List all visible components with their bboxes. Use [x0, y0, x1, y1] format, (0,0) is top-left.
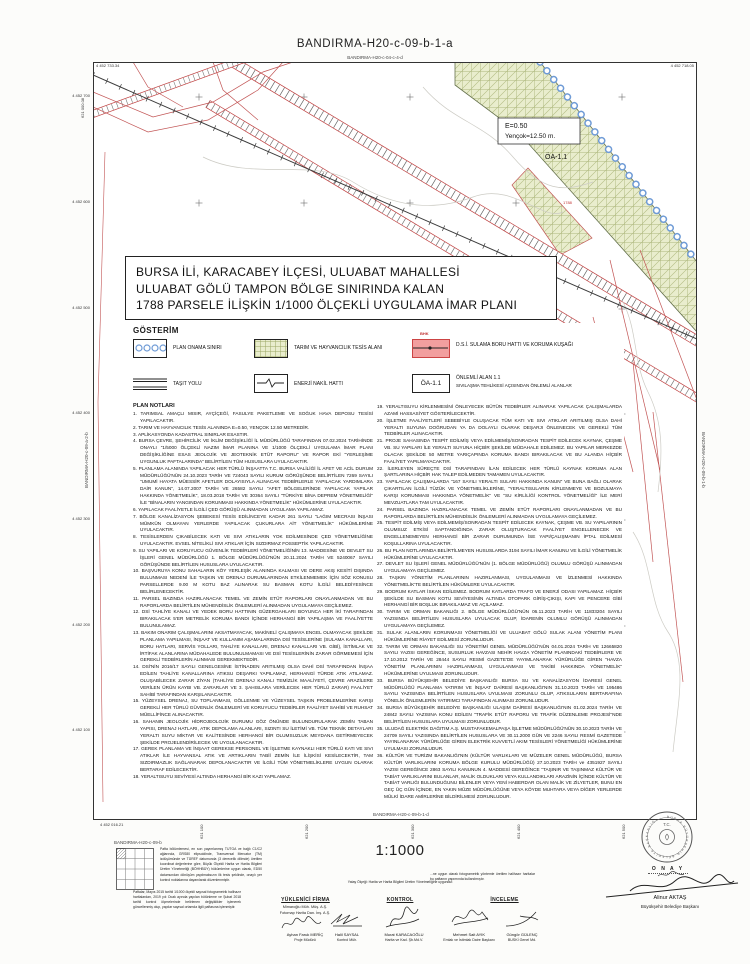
contractor-signer-name: Ayhan Faruk MERİÇ: [286, 932, 324, 937]
review-signature-2: [502, 908, 542, 930]
sheet-title: BANDIRMA-H20-c-09-b-1-a: [296, 38, 454, 50]
legend-symbol-agriculture: [254, 339, 288, 358]
stamp-center-text: T.C.: [663, 822, 671, 827]
plan-note-item: 33. BURSA BÜYÜKŞEHİR BELEDİYE BAŞKANLIĞI BURSA SU VE KANALİZASYON İDARESİ GENEL MÜDÜRLÜĞÜ PLANLAMA YATIRIM VE İNŞAAT DAİRESİ BAŞKANLIĞI'NIN 31.10.2023 TARİH VE 195486 SAYILI YAZISINDA BELİRTİLEN HUSUSLARA UYULMASI ZORUNLU OLUP, ATIKSULARIN BERTARAFINA YÖNELİK ÖNLEMLERİN YATIRIMCI TARAFINDAN ALINMASI ZORUNLUDUR.: [377, 677, 623, 704]
plan-note-item: 28. TAŞKIN YÖNETİM PLANLARININ HAZIRLANMASI, UYGULANMASI VE İZLENMESİ HAKKINDA YÖNETMELİK'TE BELİRTİLEN HÜKÜMLERE UYULACAKTIR.: [377, 575, 623, 587]
left-tick-label: 4 452 500: [72, 305, 90, 310]
plan-note-item: 7. BÖLGE KANALİZASYON ŞEBEKESİ TESİS EDİLİNCEYE KADAR 261 SAYILI "LAĞIM MECRASI İNŞASI MÜMKÜN OLMAYAN YERLERDE YAPILACAK ÇUKURLARA AİT YÖNETMELİK" HÜKÜMLERİNE UYULACAKTIR.: [133, 513, 373, 533]
plan-note-item: 27. DEVLET SU İŞLERİ GENEL MÜDÜRLÜĞÜ'NÜN (1. BÖLGE MÜDÜRLÜĞÜ) OLUMLU GÖRÜŞÜ ALINMADAN UYGULAMAYA GEÇİLEMEZ.: [377, 561, 622, 574]
left-tick-label: 4 452 700: [72, 93, 90, 98]
parcel-number-label: 1788: [563, 200, 572, 205]
plan-note-item: 34. BURSA BÜYÜKŞEHİR BELEDİYE BAŞKANLIĞI ULAŞIM DAİRESİ BAŞKANLIĞI'NIN 01.02.2024 TARİH VE 24842 SAYILI YAZISINA KONU EDİLEN "TRAFİK ETÜT RAPORU VE TRAFİK DÜZENLEME PROJESİ"NDE BELİRTİLEN HUSUSLARA UYULMASI ZORUNLUDUR.: [377, 705, 622, 724]
contractor-heading: YÜKLENİCİ FİRMA: [281, 897, 330, 903]
stamp-emblem: [666, 834, 669, 840]
coord-top-right-northing: 4 452 718.05: [670, 63, 694, 68]
review-signer-2-name: Güngör GÜLENÇ: [506, 932, 538, 937]
index-map-label: BANDIRMA-H20-c-09-b: [114, 840, 162, 845]
revision-note: Paftalar, Mayıs 2015 tarihli 1/1000 ölçekli sayısal fotogrametrik halihazır haritalardan, 2019 yılı Ocak ayında yapılan bütünleme ve Şubat 2018 tarihli kontrol ölçmelerinde belirlenen değişiklikler işlenerek güncellenmiş olup, yapılar sayısal ortamda ilgili paftasına işlenmiştir.: [133, 890, 241, 910]
control-signer-2-name: Murat KARACAOĞLU: [384, 932, 424, 937]
plan-note-item: 30. TARIM VE ORMAN BAKANLIĞI 2. BÖLGE MÜDÜRLÜĞÜ'NÜN 06.11.2023 TARİH VE 11833204 SAYILI YAZISINDA BELİRTİLEN HUSUSLARA UYULACAK OLUP, İDARENİN OLUMLU GÖRÜŞÜ ALINMADAN UYGULAMAYA GEÇİLEMEZ.: [377, 609, 622, 628]
adjacent-sheet-top: BANDIRMA-H20-c-04-c-4-d: [347, 55, 403, 60]
plan-note-item: 24. PARSEL BAZINDA HAZIRLANACAK TEMEL VE ZEMİN ETÜT RAPORLARI ONAYLANMADAN VE BU RAPORLARDA BELİRTİLEN MÜHENDİSLİK ÖNLEMLERİ ALINMADAN UYGULAMAYA GEÇİLEMEZ.: [377, 506, 622, 519]
bottom-tick-label: 621 400: [516, 824, 521, 839]
left-tick-label: 4 452 600: [72, 199, 90, 204]
plan-note-item: 29. BODRUM KATLAR İSKAN EDİLEMEZ. BODRUM KATLARDA TRAFO VE ENERJİ ODASI YAPILAMAZ. HİÇBİR ŞEKİLDE SU BASMAN KOTU SEVİYESİNİN ALTINDA OTOPARK GİRİŞ-ÇIKIŞI, KAPI VE PENCERE GİBİ HERHANGİ BİR BOŞLUK BIRAKILAMAZ VE AÇILAMAZ.: [377, 588, 622, 608]
legend-label-oa: ÖNLEMLİ ALAN 1.1: [456, 375, 501, 381]
zoning-label-box: [498, 118, 580, 144]
plan-note-item: 5. PLANLAMA ALANINDA YAPILACAK HER TÜRLÜ İNŞAATTA T.C. BURSA VALİLİĞİ İL AFET VE ACİL DURUM MÜDÜRLÜĞÜ'NÜN 24.10.2023 TARİH VE 724043 SAYILI KURUM GÖRÜŞÜNDE BELİRTİLEN 7269 SAYILI "UMUMİ HAYATA MÜESSİR AFETLER DOLAYISIYLA ALINACAK TEDBİRLERLE YAPILACAK YARDIMLARA DAİR KANUN", 14.07.2007 TARİH VE 26582 SAYILI "AFET BÖLGELERİNDE YAPILACAK YAPILAR HAKKINDA YÖNETMELİK", 18.03.2018 TARİH VE 30364 SAYILI "TÜRKİYE BİNA DEPREM YÖNETMELİĞİ" İLE "BİNALARIN YANGINDAN KORUNMASI HAKKINDA YÖNETMELİK" HÜKÜMLERİNE UYULACAKTIR.: [133, 465, 373, 505]
control-signature-1: [328, 910, 368, 930]
road-lines-icon: [133, 374, 167, 393]
plan-note-item: 1. TARIMSAL AMAÇLI MISIR, AYÇİÇEĞİ, FASULYE PAKETLEME VE SOĞUK HAVA DEPOSU TESİSİ YAPILACAKTIR.: [133, 411, 374, 423]
legend-symbol-plan-boundary: [133, 339, 167, 358]
title-block: [125, 256, 557, 320]
legend-heading: GÖSTERİM: [133, 326, 179, 335]
plan-notes-left-column: [133, 411, 373, 781]
plan-note-item: 6. YAPILACAK FAALİYETLE İLGİLİ ÇED GÖRÜŞÜ ALINMADAN UYGULAMA YAPILAMAZ.: [133, 506, 325, 512]
plan-note-item: 11. PARSEL BAZINDA HAZIRLANACAK TEMEL VE ZEMİN ETÜT RAPORLARI ONAYLANMADAN VE BU RAPORLARDA BELİRTİLEN MÜHENDİSLİK ÖNLEMLERİ ALINMADAN UYGULAMAYA GEÇİLEMEZ.: [133, 595, 373, 608]
plan-notes-right-column: [377, 404, 622, 801]
plan-note-item: 13. BAKIM ONARIM ÇALIŞMALARINI AKSATMAYACAK, MAKİNELİ ÇALIŞMAYA ENGEL OLMAYACAK ŞEKİLDE PLANLAMA YAPILMASI, İNŞAAT VE KULLANIM AŞAMALARINDA DSİ TESİSLERİNE (SULAMA KANALLARI, BORU HATLARI, SERVİS YOLLARI, TAHLİYE KANALLARI, DRENAJ KANALLARI VB. GİBİ), İSTİMLAK VE İRTİFAK ALANLARINA MÜDAHALEDE BULUNULMAMASI VE DSİ TESİSLERİNİN ZARAR GÖRMEMESİ İÇİN GEREKLİ TEDBİRLERİN ALINMASI GEREKMEKTEDİR.: [133, 630, 373, 663]
plan-note-item: 36. KÜLTÜR VE TURİZM BAKANLIĞI'NIN (KÜLTÜR VARLIKLARI VE MÜZELER GENEL MÜDÜRLÜĞÜ, BURSA KÜLTÜR VARLIKLARINI KORUMA BÖLGE KURULU MÜDÜRLÜĞÜ) 27.10.2023 TARİH ve 4351927 SAYILI YAZISI GEREĞİNCE 2863 SAYILI KANUNUN 4. MADDESİ GEREĞİNCE "TAŞINIR VE TAŞINMAZ KÜLTÜR VE TABİAT VARLIKLARINI BULANLAR, MALİK OLDUKLARI VEYA KULLANDIKLARI ARAZİNİN İÇİNDE KÜLTÜR VE TABİAT VARLIĞI BULUNDUĞUNU BİLENLER VEYA YENİ HABERDAR OLAN MALİK VE ZİLYETLER, BUNU EN GEÇ ÜÇ GÜN İÇİNDE, EN YAKIN MÜZE MÜDÜRLÜĞÜNE VEYA KÖYDE MUHTARA VEYA DİĞER YERLERDE MÜLKİ İDARE AMİRLERİNE BİLDİRİLMESİ ZORUNLUDUR.: [377, 753, 622, 800]
production-note: Pafta bölümlemesi, en son yayımlanmış TUTGA ve bağlı C1/C2 ağlarında, GRS80 elipsoidinde, Transversal Mercator (TM) izdüşümünde ve TÜREF datumunda (3 derecelik dilimde) üretilen koordinat değerlerine göre, Büyük Ölçekli Harita ve Harita Bilgileri Üretim Yönetmeliği (BÖHHBÜY) hükümlerine uygun olarak, ED50 datumundan dönüşüm yapılmaksızın ilk tesis şeklinde, onaylı yer kontrol noktalarına dayanılarak düzenlenmiştir.: [160, 847, 262, 882]
coord-left-easting: 621 000.08: [80, 97, 85, 118]
bottom-tick-label: 621 200: [304, 824, 309, 839]
index-map-grid: [116, 848, 154, 890]
coord-bottom-left-northing: 4 452 016.21: [100, 822, 124, 827]
scale-label: 1:1000: [375, 842, 425, 859]
control-heading: KONTROL: [386, 897, 414, 903]
title-line-2: ULUABAT GÖLÜ TAMPON BÖLGE SINIRINDA KALAN: [136, 281, 445, 296]
approval-title: Büyükşehir Belediye Başkanı: [640, 904, 700, 909]
plan-note-item: 10. BAŞVURUYA KONU SAHALARIN KÖY YERLEŞİK ALANINDA KALMASI VE DERE AKIŞ KESİTİ DIŞINDA BULUNMASI NEDENİ İLE TAŞKIN VE DRENAJ DURUMLARINDAN ETKİLENMEMEK İÇİN SÖZ KONUSU PARSELLERDE 9.00 M KOTU BAZ ALINARAK SU BASMAN KOTU İLGİLİ BELEDİYESİNCE BELİRLENECEKTİR.: [133, 568, 373, 594]
legend-symbol-dsi-pipeline: [412, 339, 450, 358]
plan-note-item: 8. TESİSLERDEN ÇIKABİLECEK KATI VE SIVI ATIKLARIN YOK EDİLMESİNDE ÇED YÖNETMELİĞİNE UYULACAKTIR. EVSEL NİTELİKLİ SIVI ATIKLAR İÇİN SIZDIRMAZ FOSSEPTİK YAPILACAKTIR.: [133, 534, 373, 547]
scale-note: Yatay Ölçeği: Harita ve Harita Bilgileri Üretim Yönetmeliğine uygundur.: [347, 880, 454, 884]
legend-symbol-energy-line: [254, 374, 288, 393]
bottom-tick-label: 621 500: [621, 824, 626, 839]
plan-note-item: 32. TARIM VE ORMAN BAKANLIĞI SU YÖNETİMİ GENEL MÜDÜRLÜĞÜ'NÜN 04.01.2024 TARİH VE 12665820 SAYILI YAZISI GEREĞİNCE, SUSURLUK HAVZASI NEHİR HAVZA YÖNETİM PLANINDAKİ TEDBİRLERE VE 17.10.2012 TARİH VE 28444 SAYILI RESMİ GAZETE'DE YAYIMLANARAK YÜRÜRLÜĞE GİREN "HAVZA YÖNETİM PLANLARININ HAZIRLANMASI, UYGULANMASI VE TAKİBİ HAKKINDA YÖNETMELİK" HÜKÜMLERİNE UYULMASI ZORUNLUDUR.: [377, 643, 622, 676]
plan-note-item: 22. İLERLEYEN SÜREÇTE DSİ TARAFINDAN İLAN EDİLECEK HER TÜRLÜ KAYNAK KORUMA ALAN ŞARTLARINA HİÇBİR HAK TALEP EDİLMEDEN TAMAMEN UYULACAKTIR.: [377, 465, 622, 478]
legend-symbol-road: [133, 374, 167, 393]
plan-note-item: 25. TESPİT EDİLMİŞ VEYA EDİLMEMİŞ/SONRADAN TESPİT EDİLECEK KAYNAK, ÇEŞME VB. SU YAPILARININ OLUMSUZ ETKİSİ SAPTANDIĞINDA ZARAR OLUŞTURACAK FAALİYET ENGELLENECEK VE ENGELLENEMEYEN HERHANGİ BİR ZARAR DURUMUNDA İSE YAPI/ÇALIŞMANIN İPTAL EDİLMESİ KOŞULLARINA UYULACAKTIR.: [377, 520, 622, 546]
energy-line-icon: [255, 375, 286, 391]
contractor-signer-title: Proje Müdürü: [294, 938, 316, 942]
review-signer-1-title: Emlak ve İstimlak Daire Başkanı: [443, 938, 495, 942]
coord-top-left-northing: 4 452 733.34: [96, 63, 120, 68]
bottom-tick-label: 621 300: [410, 824, 415, 839]
legend-symbol-oa: [412, 374, 450, 393]
plan-note-item: 21. PROJE SAHASINDA TESPİT EDİLMİŞ VEYA EDİLMEMİŞ/SONRADAN TESPİT EDİLECEK KAYNAK, ÇEŞME VB. SU YAPILARI İLE YERALTI SUYUNA HİÇBİR ŞEKİLDE MÜDAHALE EDİLEMEZ. BU YAPILAR MERKEZDE OLACAK ŞEKİLDE 50 METRE YARIÇAPINDA KORUMA BANDI BIRAKILACAK VE BU ALANDA HİÇBİR FAALİYET YAPILMAYACAKTIR.: [377, 438, 623, 464]
control-signature-2: [382, 906, 422, 930]
contractor-signature: [278, 915, 324, 932]
plan-note-item: 35. ULUDAĞ ELEKTRİK DAĞITIM A.Ş. MUSTAFAKEMALPAŞA İŞLETME MÜDÜRLÜĞÜ'NÜN 30.10.2023 TARİH VE 24709 SAYILI YAZISINDA BELİRTİLEN HUSUSLARA VE 30.11.2000 GÜN VE 2246 SAYILI RESMİ GAZETEDE YAYINLANARAK YÜRÜRLÜĞE GİREN ELEKTRİK KUVVETLİ AKIM TESİSLERİ YÖNETMELİĞİ HÜKÜMLERİNE UYULMASI ZORUNLUDUR.: [377, 725, 622, 752]
bottom-tick-label: 621 100: [199, 824, 204, 839]
contractor-company-2: Fotomap Harita Dan. İnş. A.Ş.: [279, 911, 331, 915]
plan-note-item: 23. YAPILACAK ÇALIŞMALARDA "167 SAYILI YERALTI SULARI HAKKINDA KANUN" VE BUNA BAĞLI OLARAK ÇIKARTILAN İLGİLİ TÜZÜK VE YÖNETMELİKLERİNE, "YERALTISULARIN KİRLENMEYE VE BOZULMAYA KARŞI KORUNMASI HAKKINDA YÖNETMELİK" VE "SU KİRLİLİĞİ KONTROL YÖNETMELİĞİ" İLE MERİ MEVZUATLARA TAM UYULACAKTIR.: [377, 479, 622, 505]
review-signer-2-title: BUSKİ Genel Md.: [507, 938, 537, 942]
plan-note-item: 2. TARIM VE HAYVANCILIK TESİS ALANINDA E=0.50, YENÇOK 12.50 METREDİR.: [133, 424, 310, 430]
control-signer-2-title: Harita ve Kad. Şb.Md.V.: [384, 938, 424, 942]
photogrammetry-note: ...ne uygun olarak fotogrametrik yöntemle üretilen halihazır haritalar bu paftanın yapımında kullanılmıştır.: [430, 872, 535, 882]
legend-oa-code: ÖA-1.1: [420, 380, 442, 387]
legend-label-energy-line: ENERJİ NAKİL HATTI: [294, 381, 343, 387]
left-tick-label: 4 452 300: [72, 516, 90, 521]
adjacent-sheet-bottom: BANDIRMA-H20-c-09-b-1-d: [373, 812, 429, 817]
approval-onay-label: O N A Y: [648, 866, 688, 874]
zoning-oa-label: ÖA-1.1: [545, 154, 568, 161]
legend-sublabel-oa: SIVILAŞMA TEHLİKESİ AÇISINDAN ÖNLEMLİ ALANLAR: [456, 383, 572, 388]
review-signature-1: [448, 906, 492, 930]
legend-label-agriculture: TARIM VE HAYVANCILIK TESİS ALANI: [294, 345, 383, 351]
plan-note-item: 18. YERALTISUYU SEVİYESİ ALTINDA HERHANGİ BİR KAZI YAPILAMAZ.: [133, 773, 292, 779]
plan-note-item: 16. SAHANIN JEOLOJİK HİDROJEOLOJİK DURUMU GÖZ ÖNÜNDE BULUNDURULARAK ZEMİN TABAN YAPISI, DRENAJ HATLARI, ATIK DEPOLAMA ALANLARI, SIZINTI SU İLETİMİ VB. TÜM TEKNİK DETAYLARI YERALTI SUYU MİKTAR VE KALİTESİNDE HERHANGİ BİR OLUMSUZLUK MEYDANA GETİRMEYECEK ŞEKİLDE PROJELENDİRİLECEK VE UYGULANACAKTIR.: [133, 718, 373, 745]
approval-name: Alinur AKTAŞ: [653, 895, 687, 901]
approval-stamp: [638, 808, 696, 866]
title-line-1: BURSA İLİ, KARACABEY İLÇESİ, ULUABAT MAHALLESİ: [136, 265, 460, 279]
plan-note-item: 3. APLİKASYONDA KADASTRAL SINIRLAR ESASTIR.: [133, 431, 249, 437]
legend-bhk-tag: BHK: [420, 331, 429, 336]
contractor-company-1: Mimaroğlu Müh. Müş. A.Ş.: [282, 905, 328, 909]
plan-note-item: 14. DSİ'NİN 2016/17 SAYILI GENELGESİNE İSTİNADEN ARITILMIŞ OLSA DAHİ DSİ TARAFINDAN İNŞAA EDİLEN TAHLİYE KANALLARINA ATIKSU DEŞARKI YAPILAMAZ, HERHANGİ TÜRDE ATIK ATILAMAZ. OLUŞABİLECEK ZARAR ZİYAN (TAHLİYE DRENAJ KANALI TEMİZLİK MAALİYETİ, ÇEVRE ARAZİLERE VERİLEN ÜRÜN KAYBI VB. ZARARLAR VE 3. ŞAHISLARA VERİLECEK HER TÜRLÜ ZARAR) FAALİYET SAHİBİ TARAFINDAN KARŞILANACAKTIR.: [133, 664, 373, 697]
plan-boundary-circles-icon: [134, 340, 166, 356]
plan-note-item: 19. YERALTISUYU KİRLENMESİNİ ÖNLEYECEK BÜTÜN TEDBİRLER ALINARAK YAPILACAK ÇALIŞMALARDA AZAMİ HASSASİYET GÖSTERİLECEKTİR.: [377, 404, 622, 416]
plan-note-item: 9. SU YAPILARI VE KORUYUCU GÜVENLİK TEDBİRLERİ YÖNETMELİĞİNİN 13. MADDESİNE VE DEVLET SU İŞLERİ GENEL MÜDÜRLÜĞÜ 1. BÖLGE MÜDÜRLÜĞÜ'NÜN 20.11.2024 TARİH VE 5240067 SAYILI GÖRÜŞÜNDE BELİRTİLEN HUSUSLARA UYULACAKTIR.: [133, 547, 373, 567]
plan-note-item: 12. DSİ TAHLİYE KANALI VE YEDEK BORU HATTININ GÜZERGAHLARI BOYUNCA HER İKİ TARAFINDAN BIRAKILACAK 5'ER METRELİK KORUMA BANDI İÇİNDE HERHANGİ BİR YAPILAŞMA VE FAALİYETTE BULUNULAMAZ.: [133, 609, 373, 629]
legend-label-plan-boundary: PLAN ONAMA SINIRI: [173, 345, 222, 351]
control-signer-1-name: Halil SAYSAL: [334, 932, 360, 937]
review-signer-1-name: Mehmet Sait AYIK: [452, 932, 486, 937]
legend-label-dsi-pipeline: D.S.İ. SULAMA BORU HATTI VE KORUMA KUŞAĞI: [456, 342, 573, 348]
left-tick-label: 4 452 400: [72, 410, 90, 415]
plan-note-item: 15. YÜZEYSEL DRENAJ, SU TOPLANMASI, GÖLLENME VE YÜZEYSEL TAŞKIN PROBLEMLERİNE KARŞI GEREKLİ HER TÜRLÜ GÜVENLİK ÖNLEMLERİ VE KORUYUCU TEDBİRLER FAALİYET SAHİBİ VE RUHSAT MÜELLİFİNCE ALINACAKTIR.: [133, 698, 374, 718]
legend-label-road: TAŞIT YOLU: [173, 381, 202, 387]
zoning-yencok: Yençok=12.50 m.: [505, 133, 556, 140]
stamp-ring-text: BURSA BÜYÜKŞEHİR BELEDİYE BAŞKANLIĞI: [644, 814, 690, 860]
plan-note-item: 17. GEREK PLANLAMA VE İNŞAAT GEREKSE PERSONEL VE İŞLETME KAYNAKLI HER TÜRLÜ KATI VE SIVI ATIKLAR İLE HAYVANSAL ATIK VE ARTIKLARIN TABİİ ZEMİN İLE İLİŞKİSİ KESİLECEKTİR, TAM SIZDIRMAZLIK SAĞLANARAK DEPOLANACAKTIR VE İLGİLİ TÜM YÖNETMELİKLERE UYGUN OLARAK BERTARAF EDİLECEKTİR.: [133, 746, 373, 772]
plan-note-item: 31. SULAK ALANLARIN KORUNMASI YÖNETMELİĞİ VE ULUABAT GÖLÜ SULAK ALANI YÖNETİM PLANI HÜKÜMLERİNE RİAYET EDİLMESİ ZORUNLUDUR.: [377, 629, 622, 642]
left-tick-label: 4 452 100: [72, 727, 90, 732]
plan-note-item: 4. BURSA ÇEVRE, ŞEHİRCİLİK VE İKLİM DEĞİŞİKLİĞİ İL MÜDÜRLÜĞÜ TARAFINDAN 07.02.2024 TARİHİNDE ONAYLI "1/5000 ÖLÇEKLİ NAZIM İMAR PLANINA VE 1/1000 ÖLÇEKLİ UYGULAMA İMAR PLANI DEĞİŞİKLİĞİNE ESAS JEOLOJİK VE JEOTEKNİK ETÜT RAPORU" VE RAPOR EKİ "YERLEŞİME UYGUNLUK PAFTALARINDA" BELİRTİLEN TÜM HUSUSLARA UYULACAKTIR.: [133, 438, 373, 464]
legend-underlay: [126, 323, 624, 403]
pipeline-line-icon: [413, 340, 448, 356]
review-heading: İNCELEME: [490, 897, 519, 903]
plan-notes-heading: PLAN NOTLARI: [133, 403, 175, 409]
plan-note-item: 20. İŞLETME FAALİYETLERİ SEBEBİYLE OLUŞACAK TÜM KATI VE SIVI ATIKLAR ARITILMIŞ OLSA DAHİ YERALTI SUYUNA DOĞRUDAN YA DA DOLAYLI OLARAK DEŞARJI ÖNLENECEK VE GEREKLİ TÜM TEDBİRLER ALINACAKTIR.: [377, 417, 622, 437]
left-tick-label: 4 452 200: [72, 622, 90, 627]
control-signer-1-title: Kontrol Müh.: [336, 938, 358, 942]
adjacent-sheet-left: BANDIRMA-H20-c-09-a-2-b: [84, 432, 89, 488]
title-line-3: 1788 PARSELE İLİŞKİN 1/1000 ÖLÇEKLİ UYGULAMA İMAR PLANI: [136, 298, 518, 312]
plan-note-item: 26. BU PLAN NOTLARINDA BELİRTİLMEYEN HUSUSLARDA 3194 SAYILI İMAR KANUNU VE İLGİLİ YÖNETMELİK HÜKÜMLERİNE UYULACAKTIR.: [377, 547, 622, 560]
adjacent-sheet-right: BANDIRMA-H20-c-09-b-1-b: [701, 432, 706, 488]
zoning-e-value: E=0.50: [505, 123, 528, 130]
